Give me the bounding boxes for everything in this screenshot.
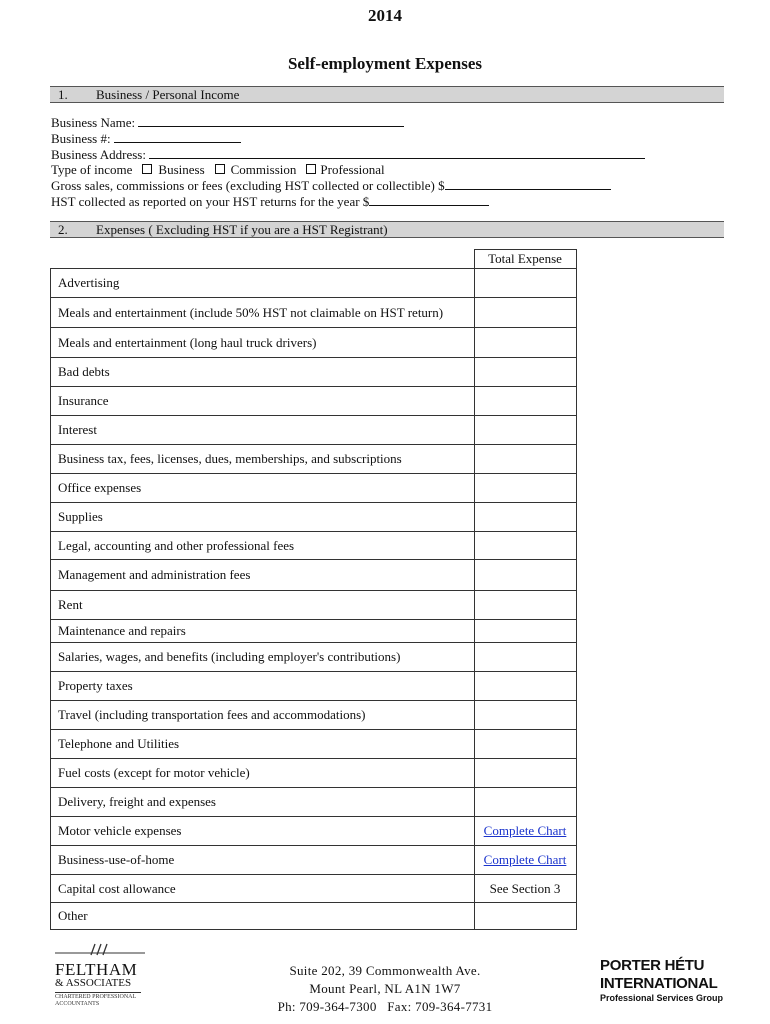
table-row — [51, 620, 577, 643]
expense-label: Delivery, freight and expenses — [51, 788, 475, 817]
hst-collected-label: HST collected as reported on your HST returns for the year $ — [51, 194, 370, 209]
total-expense-cell[interactable] — [474, 474, 576, 503]
total-expense-cell[interactable] — [474, 620, 576, 643]
expense-label: Insurance — [51, 387, 475, 416]
feltham-logo-mark-icon — [55, 941, 145, 957]
total-expense-cell[interactable] — [474, 387, 576, 416]
table-row — [51, 445, 577, 474]
expense-label: Management and administration fees — [51, 560, 475, 591]
expense-label: Other — [51, 903, 475, 930]
section-2-header — [50, 221, 724, 238]
expense-label: Motor vehicle expenses — [51, 817, 475, 846]
business-number-label: Business #: — [51, 131, 111, 146]
total-expense-cell[interactable] — [474, 503, 576, 532]
table-row — [51, 387, 577, 416]
professional-option-label: Professional — [320, 162, 385, 177]
expense-label: Legal, accounting and other professional fees — [51, 532, 475, 560]
table-row — [51, 817, 577, 846]
business-name-field[interactable] — [138, 115, 404, 127]
total-expense-cell[interactable] — [474, 328, 576, 358]
total-expense-cell[interactable] — [474, 875, 576, 903]
type-of-income-line — [51, 162, 385, 178]
business-option-label: Business — [158, 162, 205, 177]
business-number-field[interactable] — [114, 131, 241, 143]
total-expense-cell[interactable] — [474, 643, 576, 672]
complete-chart-link[interactable]: Complete Chart — [483, 852, 567, 867]
expense-label: Supplies — [51, 503, 475, 532]
total-expense-cell[interactable] — [474, 298, 576, 328]
hst-collected-field[interactable] — [369, 194, 489, 206]
porter-hetu-logo — [600, 956, 723, 1004]
expense-label: Property taxes — [51, 672, 475, 701]
table-row — [51, 328, 577, 358]
section-label: Business / Personal Income — [96, 87, 240, 102]
expense-label: Interest — [51, 416, 475, 445]
table-row — [51, 269, 577, 298]
business-address-label: Business Address: — [51, 147, 146, 162]
total-expense-cell[interactable] — [474, 903, 576, 930]
complete-chart-link[interactable]: Complete Chart — [483, 823, 567, 838]
table-row — [51, 416, 577, 445]
table-row — [51, 591, 577, 620]
table-row — [51, 730, 577, 759]
section-number: 1. — [58, 87, 68, 102]
table-row — [51, 903, 577, 930]
feltham-logo-name: FELTHAM — [55, 960, 138, 979]
expense-label: Rent — [51, 591, 475, 620]
gross-sales-line — [51, 178, 611, 194]
total-expense-cell[interactable] — [474, 560, 576, 591]
commission-checkbox[interactable] — [215, 164, 225, 174]
business-number-line — [51, 131, 241, 147]
expense-label: Bad debts — [51, 358, 475, 387]
business-address-field[interactable] — [149, 147, 645, 159]
business-name-label: Business Name: — [51, 115, 136, 130]
total-expense-cell[interactable] — [474, 730, 576, 759]
table-row — [51, 875, 577, 903]
total-expense-cell[interactable] — [474, 759, 576, 788]
table-row — [51, 672, 577, 701]
table-row — [51, 788, 577, 817]
table-row — [51, 560, 577, 591]
total-expense-cell[interactable] — [474, 701, 576, 730]
expense-label: Maintenance and repairs — [51, 620, 475, 643]
expense-label: Business tax, fees, licenses, dues, memberships, and subscriptions — [51, 445, 475, 474]
expense-label: Salaries, wages, and benefits (including employer's contributions) — [51, 643, 475, 672]
phone-fax-line: Ph: 709-364-7300 Fax: 709-364-7731 — [277, 999, 493, 1014]
table-header-spacer — [51, 250, 475, 269]
type-of-income-label: Type of income — [51, 162, 133, 177]
feltham-logo-tag2: ACCOUNTANTS — [55, 1001, 100, 1007]
expense-label: Telephone and Utilities — [51, 730, 475, 759]
expense-label: Fuel costs (except for motor vehicle) — [51, 759, 475, 788]
total-expense-cell[interactable] — [474, 445, 576, 474]
table-row — [51, 298, 577, 328]
table-row — [51, 759, 577, 788]
feltham-logo-sub: & ASSOCIATES — [55, 977, 132, 989]
commission-option-label: Commission — [230, 162, 297, 177]
see-section-note: See Section 3 — [489, 880, 561, 896]
table-row — [51, 532, 577, 560]
total-expense-cell[interactable] — [474, 532, 576, 560]
gross-sales-field[interactable] — [445, 178, 611, 190]
total-expense-cell[interactable] — [474, 817, 576, 846]
total-expense-cell[interactable] — [474, 672, 576, 701]
table-row — [51, 503, 577, 532]
total-expense-cell[interactable] — [474, 358, 576, 387]
expense-label: Meals and entertainment (include 50% HST not claimable on HST return) — [51, 298, 475, 328]
form-title: Self-employment Expenses — [287, 54, 483, 73]
total-expense-header: Total Expense — [474, 250, 576, 269]
form-year: 2014 — [368, 6, 402, 25]
address-line-1: Suite 202, 39 Commonwealth Ave. — [289, 963, 481, 978]
total-expense-cell[interactable] — [474, 591, 576, 620]
business-checkbox[interactable] — [142, 164, 152, 174]
hst-collected-line — [51, 194, 489, 210]
section-label: Expenses ( Excluding HST if you are a HST Registrant) — [96, 222, 388, 237]
expense-label: Meals and entertainment (long haul truck drivers) — [51, 328, 475, 358]
table-row — [51, 474, 577, 503]
porter-hetu-tagline: Professional Services Group — [600, 993, 724, 1003]
total-expense-cell[interactable] — [474, 846, 576, 875]
section-number: 2. — [58, 222, 68, 237]
table-row — [51, 358, 577, 387]
professional-checkbox[interactable] — [306, 164, 316, 174]
table-row — [51, 643, 577, 672]
expense-label: Business-use-of-home — [51, 846, 475, 875]
gross-sales-label: Gross sales, commissions or fees (excluding HST collected or collectible) $ — [51, 178, 445, 193]
table-row — [51, 701, 577, 730]
expense-label: Office expenses — [51, 474, 475, 503]
section-1-header — [50, 86, 724, 103]
expense-label: Advertising — [51, 269, 475, 298]
feltham-logo-tag1: CHARTERED PROFESSIONAL — [55, 994, 137, 1000]
porter-hetu-name: PORTER HÉTU — [600, 957, 705, 974]
address-line-2: Mount Pearl, NL A1N 1W7 — [309, 981, 461, 996]
expense-label: Travel (including transportation fees and accommodations) — [51, 701, 475, 730]
business-address-line — [51, 147, 645, 163]
total-expense-cell[interactable] — [474, 269, 576, 298]
total-expense-cell[interactable] — [474, 788, 576, 817]
business-name-line — [51, 115, 404, 131]
porter-hetu-international: INTERNATIONAL — [600, 975, 718, 992]
expense-label: Capital cost allowance — [51, 875, 475, 903]
table-header-row — [51, 250, 577, 269]
table-row — [51, 846, 577, 875]
expenses-table — [50, 249, 577, 930]
total-expense-cell[interactable] — [474, 416, 576, 445]
